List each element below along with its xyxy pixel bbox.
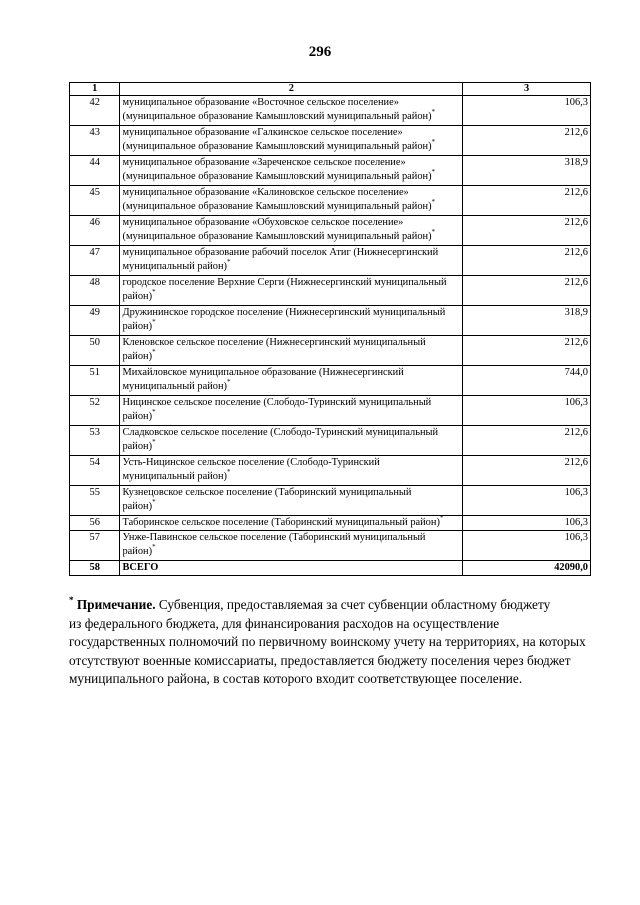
table-row (70, 486, 591, 516)
recipient-name-text: Кленовское сельское поселение (Нижнесергинский муниципальный (122, 337, 426, 348)
recipient-name-text: муниципальное образование «Галкинское сельское поселение» (122, 127, 403, 138)
column-header-3: 3 (463, 83, 591, 96)
total-row-number: 58 (70, 561, 120, 576)
recipient-name-text: район) (122, 291, 153, 302)
table-row (70, 126, 591, 156)
footnote-marker: * (226, 258, 231, 266)
table-row (70, 156, 591, 186)
recipient-name-line (122, 426, 460, 440)
subvention-amount: 212,6 (463, 186, 591, 216)
recipient-name-text: (муниципальное образование Камышловский муниципальный район) (122, 201, 432, 212)
recipient-name (120, 366, 463, 396)
row-number: 43 (70, 126, 120, 156)
recipient-name-line (122, 320, 460, 334)
recipient-name (120, 456, 463, 486)
recipient-name-text: Ницинское сельское поселение (Слободо-Туринский муниципальный (122, 397, 432, 408)
note-line-5: муниципального района, в состав которого входит соответствующее поселение. (69, 671, 523, 686)
recipient-name-text: Дружининское городское поселение (Нижнесергинский муниципальный (122, 307, 446, 318)
subvention-amount: 106,3 (463, 531, 591, 561)
column-header-1: 1 (70, 83, 120, 96)
recipient-name (120, 246, 463, 276)
recipient-name-line (122, 336, 460, 350)
recipient-name (120, 276, 463, 306)
recipient-name-text: городское поселение Верхние Серги (Нижнесергинский муниципальный (122, 277, 447, 288)
table-row (70, 246, 591, 276)
row-number: 44 (70, 156, 120, 186)
recipient-name-line (122, 276, 460, 290)
row-number: 42 (70, 96, 120, 126)
recipient-name-line (122, 96, 460, 110)
table-row (70, 366, 591, 396)
recipient-name-text: район) (122, 351, 153, 362)
recipient-name-line (122, 456, 460, 470)
table-row (70, 216, 591, 246)
recipient-name-line (122, 306, 460, 320)
row-number: 46 (70, 216, 120, 246)
recipient-name-line (122, 486, 460, 500)
recipient-name-text: Таборинское сельское поселение (Таборинский муниципальный район) (122, 517, 440, 528)
subvention-amount: 212,6 (463, 246, 591, 276)
note-line-3: государственных полномочий по первичному воинскому учету на территориях, на которых (69, 634, 586, 649)
row-number: 53 (70, 426, 120, 456)
recipient-name-text: (муниципальное образование Камышловский муниципальный район) (122, 111, 432, 122)
recipient-name (120, 216, 463, 246)
table-total-row (70, 561, 591, 576)
note-line-4: отсутствуют военные комиссариаты, предоставляется бюджету поселения через бюджет (69, 652, 571, 668)
recipient-name-text: муниципальное образование рабочий поселок Атиг (Нижнесергинский (122, 247, 439, 258)
footnote-marker: * (152, 543, 156, 551)
recipient-name (120, 96, 463, 126)
footnote-marker: * (152, 438, 156, 446)
row-number: 52 (70, 396, 120, 426)
recipient-name (120, 516, 463, 531)
subvention-amount: 212,6 (463, 426, 591, 456)
recipient-name-text: муниципальное образование «Обуховское сельское поселение» (122, 217, 404, 228)
row-number: 54 (70, 456, 120, 486)
recipient-name-text: Сладковское сельское поселение (Слободо-Туринский муниципальный (122, 427, 439, 438)
note-label: Примечание. (76, 597, 156, 612)
footnote-marker: * (439, 514, 444, 522)
recipient-name (120, 156, 463, 186)
recipient-name-text: (муниципальное образование Камышловский муниципальный район) (122, 171, 432, 182)
recipient-name-text: муниципальное образование «Калиновское сельское поселение» (122, 187, 409, 198)
subvention-amount: 106,3 (463, 96, 591, 126)
recipient-name-line (122, 545, 460, 559)
note-first-line (69, 596, 591, 615)
footnote-marker: * (226, 378, 231, 386)
recipient-name-line (122, 531, 460, 545)
subvention-amount: 106,3 (463, 486, 591, 516)
recipient-name-text: Унже-Павинское сельское поселение (Таборинский муниципальный (122, 532, 426, 543)
footnote-marker: * (431, 168, 436, 176)
recipient-name-line (122, 170, 460, 184)
total-row-label: ВСЕГО (120, 561, 463, 576)
note-line-1: Субвенция, предоставляемая за счет субвенции областному бюджету (155, 597, 551, 612)
recipient-name-line (122, 290, 460, 304)
row-number: 48 (70, 276, 120, 306)
row-number: 57 (70, 531, 120, 561)
footnote-note (69, 596, 591, 689)
row-number: 50 (70, 336, 120, 366)
footnote-marker: * (431, 198, 436, 206)
table-row (70, 531, 591, 561)
subvention-amount: 106,3 (463, 516, 591, 531)
footnote-marker: * (431, 138, 436, 146)
recipient-name-line (122, 200, 460, 214)
note-asterisk: * (69, 595, 74, 605)
subvention-table (69, 82, 591, 576)
recipient-name-line (122, 246, 460, 260)
row-number: 49 (70, 306, 120, 336)
total-row-value: 42090,0 (463, 561, 591, 576)
footnote-marker: * (152, 348, 156, 356)
recipient-name-line (122, 500, 460, 514)
subvention-amount: 212,6 (463, 126, 591, 156)
subvention-amount: 318,9 (463, 156, 591, 186)
row-number: 55 (70, 486, 120, 516)
recipient-name-text: муниципальный район) (122, 261, 227, 272)
subvention-amount: 212,6 (463, 216, 591, 246)
footnote-marker: * (431, 108, 436, 116)
page-number: 296 (308, 44, 332, 60)
table-row (70, 336, 591, 366)
footnote-marker: * (152, 318, 156, 326)
recipient-name-text: Михайловское муниципальное образование (Нижнесергинский (122, 367, 404, 378)
recipient-name-text: район) (122, 546, 153, 557)
recipient-name-text: (муниципальное образование Камышловский муниципальный район) (122, 231, 432, 242)
recipient-name-line (122, 260, 460, 274)
recipient-name-line (122, 516, 460, 530)
subvention-amount: 744,0 (463, 366, 591, 396)
row-number: 56 (70, 516, 120, 531)
table-header-row (70, 83, 591, 96)
recipient-name (120, 396, 463, 426)
recipient-name-text: муниципальное образование «Восточное сельское поселение» (122, 97, 399, 108)
table-row (70, 276, 591, 306)
recipient-name (120, 486, 463, 516)
recipient-name-text: муниципальное образование «Зареченское сельское поселение» (122, 157, 406, 168)
table-row (70, 516, 591, 531)
table-row (70, 456, 591, 486)
recipient-name-line (122, 396, 460, 410)
recipient-name-line (122, 140, 460, 154)
recipient-name-text: Усть-Ницинское сельское поселение (Слободо-Туринский (122, 457, 380, 468)
recipient-name-text: район) (122, 321, 153, 332)
recipient-name-line (122, 440, 460, 454)
table-row (70, 306, 591, 336)
recipient-name-line (122, 186, 460, 200)
recipient-name-line (122, 366, 460, 380)
table-row (70, 426, 591, 456)
recipient-name-line (122, 156, 460, 170)
table-row (70, 96, 591, 126)
footnote-marker: * (152, 288, 156, 296)
recipient-name-text: район) (122, 501, 153, 512)
recipient-name (120, 186, 463, 216)
note-line-2: из федерального бюджета, для финансирования расходов на осуществление (69, 615, 500, 631)
column-header-2: 2 (120, 83, 463, 96)
footnote-marker: * (226, 468, 231, 476)
recipient-name-text: (муниципальное образование Камышловский муниципальный район) (122, 141, 432, 152)
subvention-amount: 106,3 (463, 396, 591, 426)
recipient-name-line (122, 350, 460, 364)
recipient-name-text: муниципальный район) (122, 471, 227, 482)
subvention-amount: 212,6 (463, 456, 591, 486)
footnote-marker: * (431, 228, 436, 236)
recipient-name-line (122, 470, 460, 484)
recipient-name-line (122, 410, 460, 424)
recipient-name-line (122, 110, 460, 124)
subvention-amount: 318,9 (463, 306, 591, 336)
recipient-name (120, 531, 463, 561)
row-number: 47 (70, 246, 120, 276)
footnote-marker: * (152, 498, 156, 506)
subvention-amount: 212,6 (463, 276, 591, 306)
subvention-amount: 212,6 (463, 336, 591, 366)
table-body (70, 96, 591, 561)
recipient-name (120, 126, 463, 156)
table-row (70, 396, 591, 426)
recipient-name (120, 336, 463, 366)
row-number: 51 (70, 366, 120, 396)
recipient-name-line (122, 126, 460, 140)
recipient-name-line (122, 380, 460, 394)
recipient-name (120, 306, 463, 336)
recipient-name-text: Кузнецовское сельское поселение (Таборинский муниципальный (122, 487, 412, 498)
recipient-name-line (122, 216, 460, 230)
footnote-marker: * (152, 408, 156, 416)
table-row (70, 186, 591, 216)
recipient-name-text: район) (122, 411, 153, 422)
recipient-name (120, 426, 463, 456)
row-number: 45 (70, 186, 120, 216)
recipient-name-text: район) (122, 441, 153, 452)
recipient-name-text: муниципальный район) (122, 381, 227, 392)
recipient-name-line (122, 230, 460, 244)
